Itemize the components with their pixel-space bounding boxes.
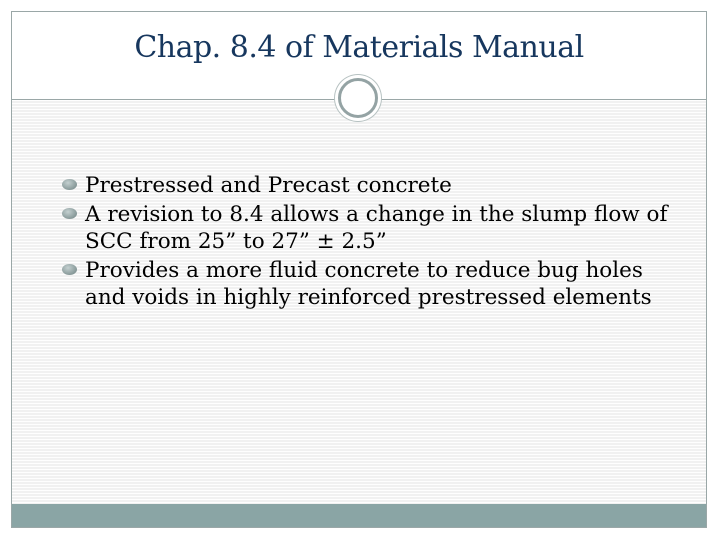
bullet-icon: [62, 264, 77, 275]
bullet-item: [62, 201, 682, 255]
bullet-text: Provides a more fluid concrete to reduce bug holes and voids in highly reinforced prestressed elements: [85, 258, 652, 310]
bullet-item: [62, 257, 682, 311]
bullet-list: [62, 172, 682, 313]
bullet-text: Prestressed and Precast concrete: [85, 173, 452, 198]
slide-title: Chap. 8.4 of Materials Manual: [134, 30, 584, 65]
bullet-icon: [62, 208, 77, 219]
bullet-icon: [62, 179, 77, 190]
circle-ornament-icon: [338, 78, 378, 118]
footer-bar: [12, 504, 706, 527]
bullet-item: [62, 172, 682, 199]
bullet-text: A revision to 8.4 allows a change in the slump flow of SCC from 25” to 27” ± 2.5”: [85, 202, 668, 254]
slide-frame: [11, 11, 707, 528]
